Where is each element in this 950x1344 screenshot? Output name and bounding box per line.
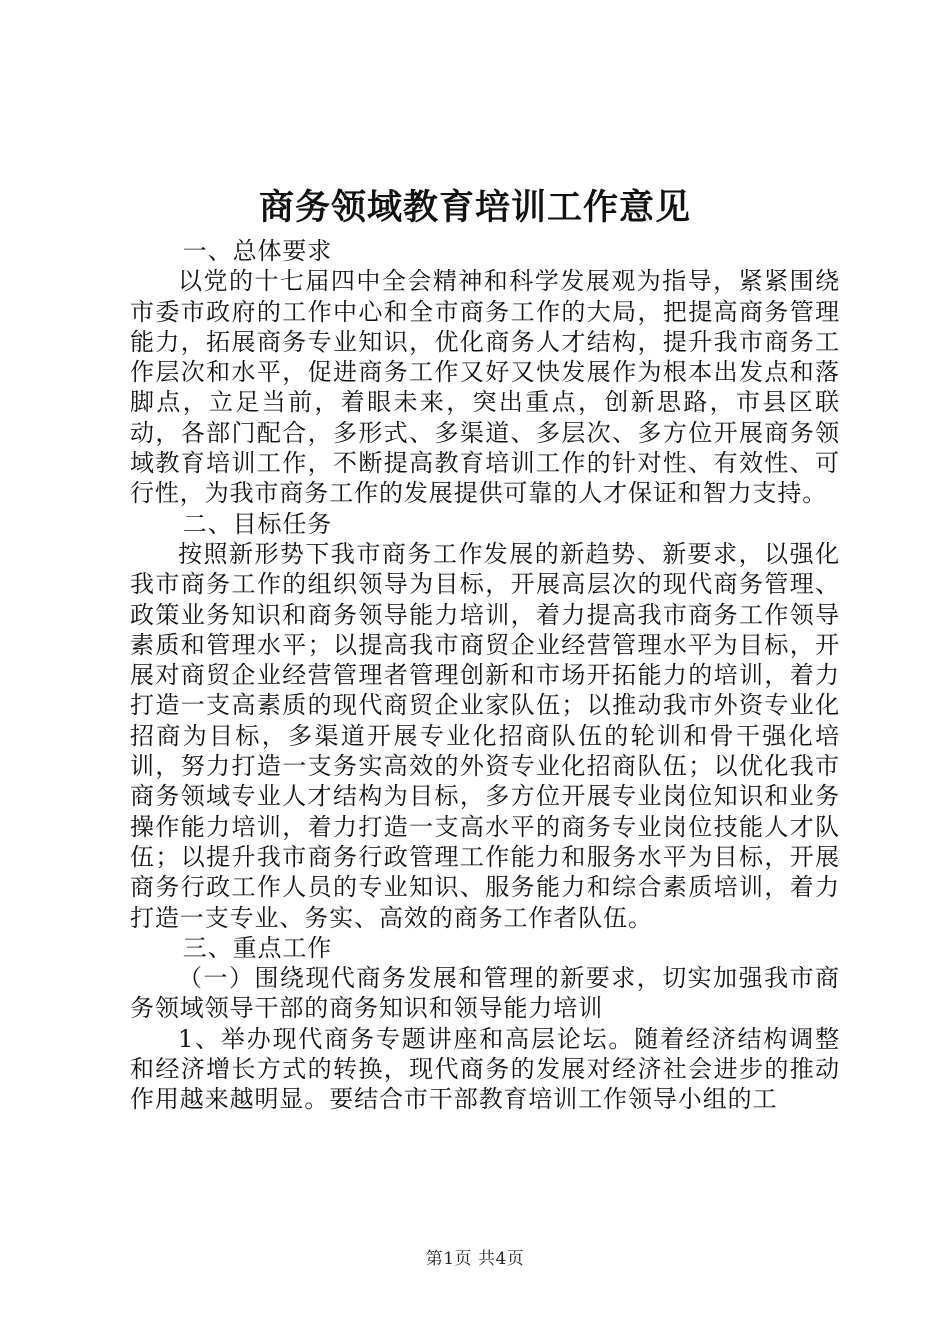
paragraph-general-requirements: 以党的十七届四中全会精神和科学发展观为指导，紧紧围绕市委市政府的工作中心和全市商务工作的大局，把提高商务管理能力，拓展商务专业知识，优化商务人才结构，提升我市商务工作层次和水平，促进商务工作又好又快发展作为根本出发点和落脚点，立足当前，着眼未来，突出重点，创新思路，市县区联动，各部门配合，多形式、多渠道、多层次、多方位开展商务领域教育培训工作，不断提高教育培训工作的针对性、有效性、可行性，为我市商务工作的发展提供可靠的人才保证和智力支持。 — [130, 267, 840, 508]
document-title: 商务领域教育培训工作意见 — [258, 187, 691, 228]
document-body — [130, 236, 840, 1115]
section-heading-general-requirements: 一、总体要求 — [182, 237, 333, 265]
paragraph-goals-tasks: 按照新形势下我市商务工作发展的新趋势、新要求，以强化我市商务工作的组织领导为目标，开展高层次的现代商务管理、政策业务知识和商务领导能力培训，着力提高我市商务工作领导素质和管理水平；以提高我市商贸企业经营管理水平为目标，开展对商贸企业经营管理者管理创新和市场开拓能力的培训，着力打造一支高素质的现代商贸企业家队伍；以推动我市外资专业化招商为目标，多渠道开展专业化招商队伍的轮训和骨干强化培训，努力打造一支务实高效的外资专业化招商队伍；以优化我市商务领域专业人才结构为目标，多方位开展专业岗位知识和业务操作能力培训，着力打造一支高水平的商务专业岗位技能人才队伍；以提升我市商务行政管理工作能力和服务水平为目标，开展商务行政工作人员的专业知识、服务能力和综合素质培训，着力打造一支专业、务实、高效的商务工作者队伍。 — [130, 539, 840, 932]
paragraph-key-work-subheading: （一）围绕现代商务发展和管理的新要求，切实加强我市商务领域领导干部的商务知识和领导能力培训 — [130, 964, 840, 1023]
page-footer: 第1页 共4页 — [425, 1249, 525, 1269]
section-heading-goals-tasks: 二、目标任务 — [182, 509, 333, 538]
paragraph-key-work-item-1: 1、举办现代商务专题讲座和高层论坛。随着经济结构调整和经济增长方式的转换，现代商务的发展对经济社会进步的推动作用越来越明显。要结合市干部教育培训工作领导小组的工 — [130, 1024, 840, 1114]
section-heading-key-work: 三、重点工作 — [182, 933, 333, 962]
